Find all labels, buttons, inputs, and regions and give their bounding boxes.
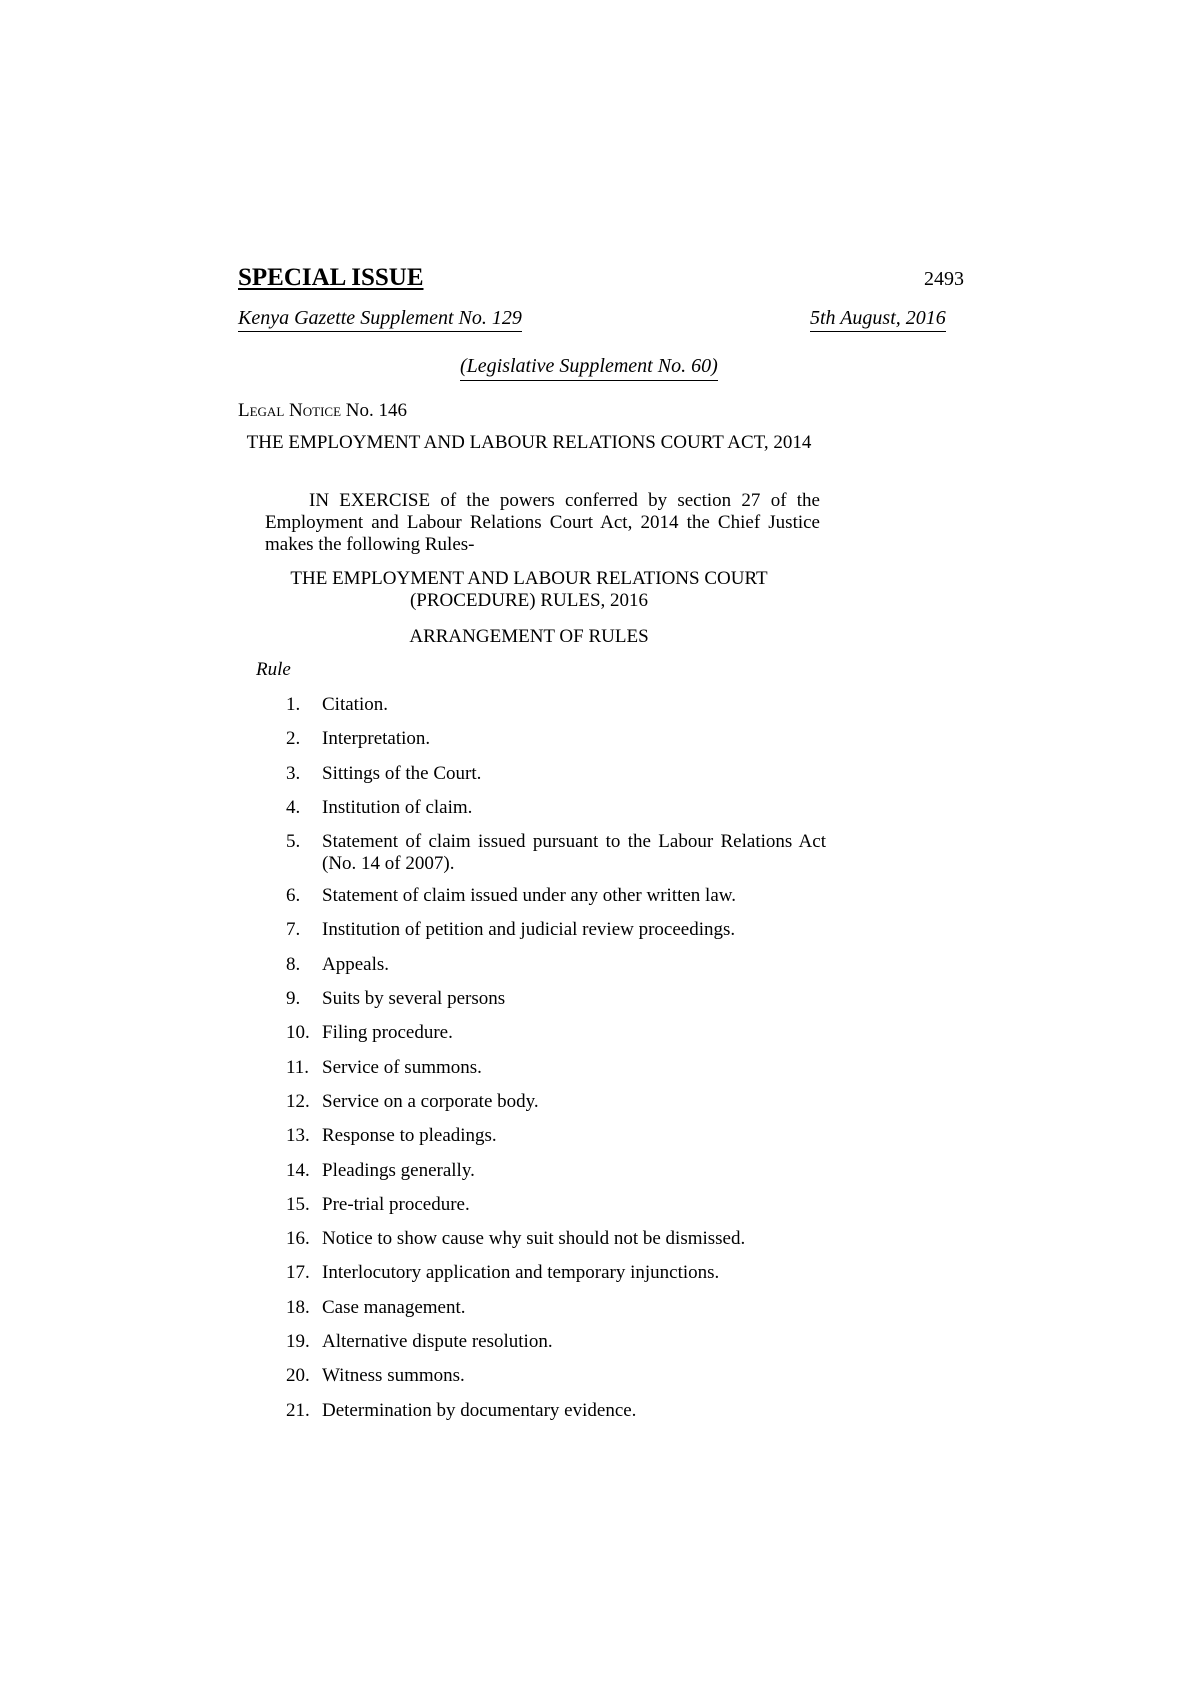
rule-item	[286, 728, 826, 750]
exercise-paragraph: IN EXERCISE of the powers conferred by section 27 of the Employment and Labour Relations Court Act, 2014 the Chief Justice makes the following Rules-	[265, 490, 820, 555]
rule-item	[286, 1365, 826, 1387]
rule-text: Notice to show cause why suit should not be dismissed.	[322, 1228, 746, 1250]
arrangement-heading: ARRANGEMENT OF RULES	[409, 626, 649, 647]
rule-column-heading: Rule	[256, 659, 291, 680]
rule-text: Determination by documentary evidence.	[322, 1399, 637, 1421]
rule-item	[286, 1022, 826, 1044]
rule-number: 2.	[286, 728, 301, 750]
rule-number: 19.	[286, 1331, 310, 1353]
rule-item	[286, 1331, 826, 1353]
rule-text: Interpretation.	[322, 728, 431, 750]
rule-item	[286, 1091, 826, 1113]
rule-text: Suits by several persons	[322, 988, 506, 1010]
rule-item	[286, 1262, 826, 1284]
rule-item	[286, 1297, 826, 1319]
rule-text: Statement of claim issued under any other written law.	[322, 885, 737, 907]
rule-text: Witness summons.	[322, 1365, 465, 1387]
rule-number: 9.	[286, 988, 301, 1010]
rule-number: 12.	[286, 1090, 310, 1112]
rule-item	[286, 1160, 826, 1182]
rules-list	[286, 694, 826, 1434]
rule-item	[286, 763, 826, 785]
rule-number: 1.	[286, 694, 301, 715]
rule-text: Statement of claim issued pursuant to the Labour Relations Act (No. 14 of 2007).	[322, 831, 826, 875]
rule-number: 7.	[286, 919, 301, 941]
rule-number: 16.	[286, 1228, 310, 1250]
rule-item	[286, 919, 826, 941]
rule-number: 6.	[286, 885, 301, 907]
rule-item	[286, 954, 826, 976]
rule-number: 5.	[286, 831, 301, 853]
rules-title: THE EMPLOYMENT AND LABOUR RELATIONS COURT (PROCEDURE) RULES, 2016	[290, 568, 768, 611]
rule-number: 4.	[286, 796, 301, 818]
legal-notice-number: No. 146	[345, 400, 407, 421]
rule-text: Institution of claim.	[322, 796, 473, 818]
gazette-date: 5th August, 2016	[810, 307, 946, 332]
rule-item	[286, 694, 826, 716]
rule-number: 13.	[286, 1125, 310, 1147]
rule-number: 3.	[286, 762, 301, 784]
rule-number: 15.	[286, 1193, 310, 1215]
rule-text: Alternative dispute resolution.	[322, 1331, 553, 1353]
special-issue-heading: SPECIAL ISSUE	[238, 264, 424, 291]
rule-item	[286, 797, 826, 819]
legal-notice-label: Legal Notice	[238, 400, 342, 421]
rule-number: 18.	[286, 1296, 310, 1318]
rule-text: Sittings of the Court.	[322, 762, 482, 784]
legal-notice	[238, 400, 407, 422]
rule-item	[286, 831, 826, 875]
rule-number: 10.	[286, 1022, 310, 1044]
rule-text: Filing procedure.	[322, 1022, 453, 1044]
act-title: THE EMPLOYMENT AND LABOUR RELATIONS COURT ACT, 2014	[246, 432, 812, 453]
rule-text: Institution of petition and judicial review proceedings.	[322, 919, 736, 941]
rule-text: Citation.	[322, 694, 388, 715]
rule-text: Pre-trial procedure.	[322, 1193, 470, 1215]
rule-item	[286, 885, 826, 907]
rule-item	[286, 1057, 826, 1079]
rule-text: Service on a corporate body.	[322, 1090, 539, 1112]
rule-text: Interlocutory application and temporary injunctions.	[322, 1262, 720, 1284]
rule-number: 17.	[286, 1262, 310, 1284]
legislative-supplement: (Legislative Supplement No. 60)	[460, 355, 718, 381]
rule-number: 20.	[286, 1365, 310, 1387]
rule-item	[286, 1228, 826, 1250]
gazette-supplement-number: Kenya Gazette Supplement No. 129	[238, 307, 522, 332]
rule-number: 14.	[286, 1159, 310, 1181]
rule-number: 11.	[286, 1056, 310, 1078]
rule-text: Response to pleadings.	[322, 1125, 497, 1147]
page-number: 2493	[924, 268, 964, 290]
rule-item	[286, 1125, 826, 1147]
rule-item	[286, 1194, 826, 1216]
rule-text: Case management.	[322, 1296, 466, 1318]
rule-item	[286, 988, 826, 1010]
rule-text: Appeals.	[322, 953, 390, 975]
rule-text: Service of summons.	[322, 1056, 482, 1078]
rule-text: Pleadings generally.	[322, 1159, 475, 1181]
rule-number: 21.	[286, 1399, 310, 1421]
rule-number: 8.	[286, 953, 301, 975]
rule-item	[286, 1400, 826, 1422]
